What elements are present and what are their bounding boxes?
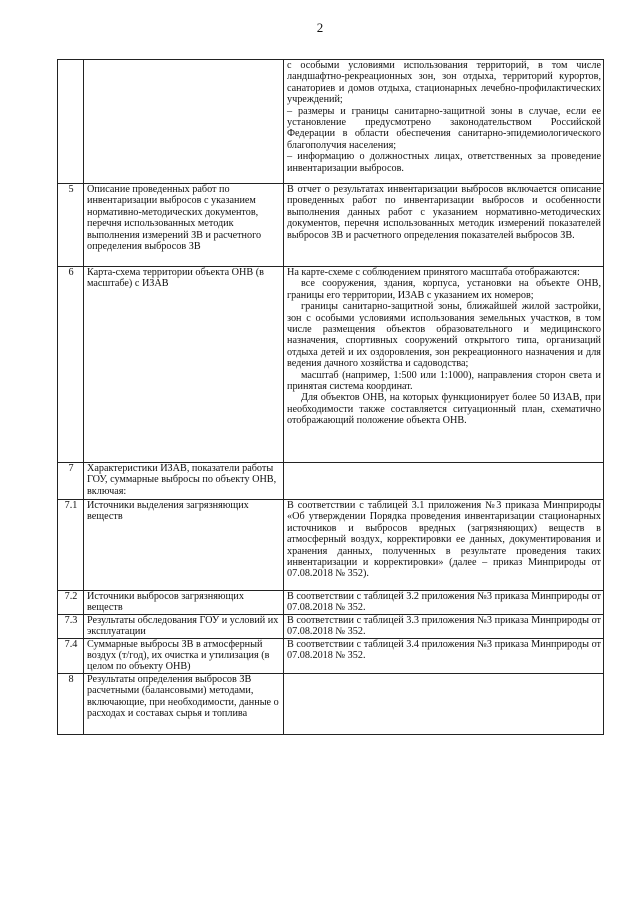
- document-table: [57, 59, 604, 735]
- row-number-cell: 7.4: [58, 638, 84, 673]
- description-line: На карте-схеме с соблюдением принятого масштаба отображаются:: [287, 267, 580, 278]
- row-name-cell: [84, 60, 284, 184]
- description-line: В соответствии с таблицей 3.1 приложения №3 приказа Минприроды «Об утверждении Порядка проведения инвентаризации стационарных источников и выбросов вредных (загрязняющих) веществ в атмосферный воздух, корректировки ее данных, документирования и хранения данных, полученных в результате проведения таких инвентаризации и корректировки» (далее – приказ Минприроды от 07.08.2018 № 352).: [287, 500, 601, 580]
- page-number: 2: [316, 20, 324, 35]
- row-number-cell: 7.3: [58, 614, 84, 638]
- row-name-cell: Описание проведенных работ по инвентаризации выбросов с указанием нормативно-методических документов, перечня использованных методик выполнения измерений ЗВ и расчетного определения выбросов ЗВ: [84, 184, 284, 267]
- row-number-cell: 5: [58, 184, 84, 267]
- row-description-cell: [284, 638, 604, 673]
- description-line: с особыми условиями использования территорий, в том числе ландшафтно-рекреационных зон, зон отдыха, территорий курортов, санаториев и домов отдыха, стационарных лечебно-профилактических учреждений;: [287, 60, 601, 106]
- row-description-cell: [284, 184, 604, 267]
- row-name-cell: Характеристики ИЗАВ, показатели работы ГОУ, суммарные выбросы по объекту ОНВ, включая:: [84, 463, 284, 500]
- table-row-7-1: [58, 500, 604, 591]
- row-number-cell: 6: [58, 267, 84, 463]
- description-line: В соответствии с таблицей 3.3 приложения №3 приказа Минприроды от 07.08.2018 № 352.: [287, 614, 601, 638]
- row-number-cell: 7: [58, 463, 84, 500]
- row-number-cell: 7.2: [58, 591, 84, 615]
- table-row-6: [58, 267, 604, 463]
- row-name-cell: Результаты определения выбросов ЗВ расчетными (балансовыми) методами, включающие, при необходимости, данные о расходах и составах сырья и топлива: [84, 673, 284, 734]
- table-row-continuation: [58, 60, 604, 184]
- description-line: все сооружения, здания, корпуса, установки на объекте ОНВ, границы его территории, ИЗАВ с указанием их номеров;: [287, 278, 601, 301]
- description-line: В соответствии с таблицей 3.4 приложения №3 приказа Минприроды от 07.08.2018 № 352.: [287, 638, 601, 662]
- row-description-cell: [284, 673, 604, 734]
- row-description-cell: [284, 463, 604, 500]
- description-line: Для объектов ОНВ, на которых функционирует более 50 ИЗАВ, при необходимости также составляется ситуационный план, схематично отображающий положение объекта ОНВ.: [287, 392, 601, 427]
- row-name-cell: Суммарные выбросы ЗВ в атмосферный воздух (т/год), их очистка и утилизация (в целом по объекту ОНВ): [84, 638, 284, 673]
- description-line: В отчет о результатах инвентаризации выбросов включается описание проведенных работ по инвентаризации выбросов и особенности выполнения данных работ с указанием нормативно-методических документов, перечня использованных методик измерений показателей выбросов ЗВ и расчетного определения показателей выбросов ЗВ.: [287, 184, 601, 241]
- table-row-8: [58, 673, 604, 734]
- description-line: масштаб (например, 1:500 или 1:1000), направления сторон света и принятая система координат.: [287, 369, 601, 393]
- row-description-cell: [284, 500, 604, 591]
- description-line: границы санитарно-защитной зоны, ближайшей жилой застройки, зон с особыми условиями использования земельных участков, в том числе размещения объектов образовательного и медицинского назначения, спортивных сооружений открытого типа, организаций отдыха детей и их оздоровления, зон рекреационного назначения и для ведения дачного хозяйства и садоводства;: [287, 301, 601, 370]
- table-row-7: [58, 463, 604, 500]
- table-row-5: [58, 184, 604, 267]
- row-number-cell: 8: [58, 673, 84, 734]
- row-description-cell: [284, 60, 604, 184]
- row-number-cell: [58, 60, 84, 184]
- row-description-cell: [284, 591, 604, 615]
- description-line: – информацию о должностных лицах, ответственных за проведение инвентаризации выбросов.: [287, 151, 601, 174]
- table-row-7-3: [58, 614, 604, 638]
- row-description-cell: [284, 267, 604, 463]
- row-name-cell: Карта-схема территории объекта ОНВ (в масштабе) с ИЗАВ: [84, 267, 284, 463]
- row-name-cell: Результаты обследования ГОУ и условий их эксплуатации: [84, 614, 284, 638]
- row-name-cell: Источники выделения загрязняющих веществ: [84, 500, 284, 591]
- description-line: – размеры и границы санитарно-защитной зоны в случае, если ее установление предусмотрено законодательством Российской Федерации в области обеспечения санитарно-эпидемиологического благополучия населения;: [287, 105, 601, 151]
- table-row-7-4: [58, 638, 604, 673]
- table-row-7-2: [58, 591, 604, 615]
- row-description-cell: [284, 614, 604, 638]
- row-name-cell: Источники выбросов загрязняющих веществ: [84, 591, 284, 615]
- row-number-cell: 7.1: [58, 500, 84, 591]
- description-line: В соответствии с таблицей 3.2 приложения №3 приказа Минприроды от 07.08.2018 № 352.: [287, 591, 601, 614]
